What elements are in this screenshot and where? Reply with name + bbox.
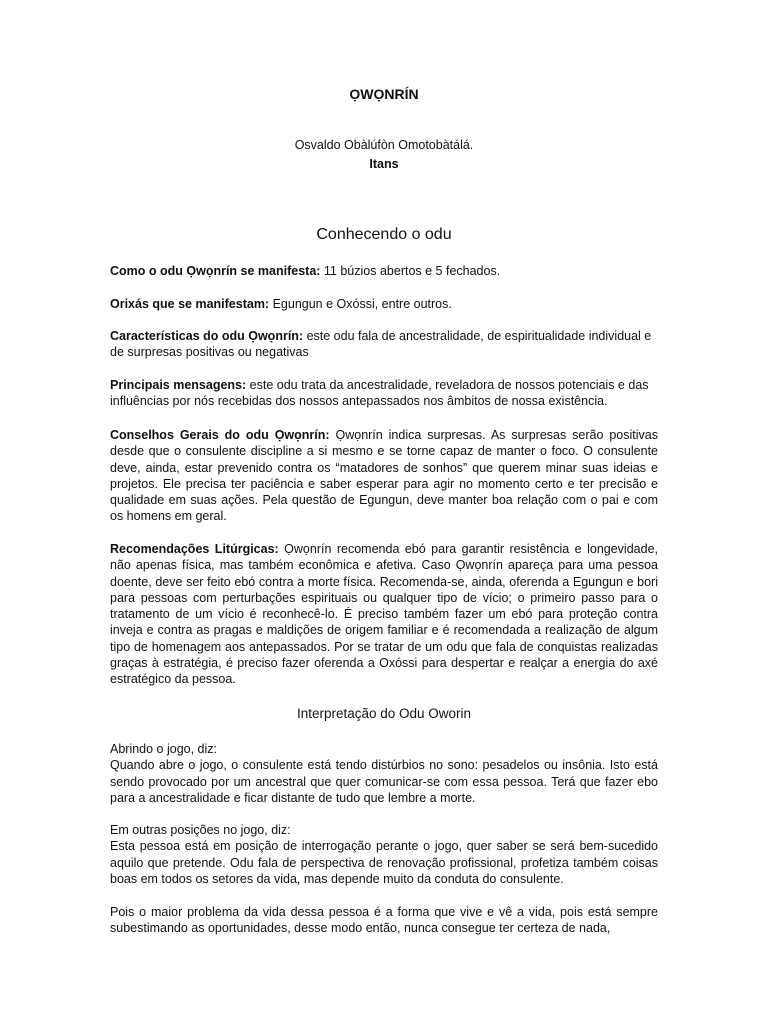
paragraph-text: Ọwọnrín recomenda ebó para garantir resistência e longevidade, não apenas física, mas também econômica e afetiva. Caso Ọwọnrín apareça para uma pessoa doente, deve ser feito ebó contra a morte física. Recomenda-se, ainda, oferenda a Egungun e bori para pessoas com perturbações espirituais ou qualquer tipo de vício; o primeiro passo para o tratamento de um vício é reconhecê-lo. É preciso também fazer um ebó para proteção contra inveja e contra as pragas e maldições de origem familiar e é recomendada a realização de algum tipo de homenagem aos antepassados. Por se tratar de um odu que fala de conquistas realizadas graças à estratégia, é preciso fazer oferenda a Oxóssi para despertar e realçar a energia do axé estratégico da pessoa. xyxy=(110,542,658,687)
document-title: ỌWỌNRÍN xyxy=(349,86,419,102)
paragraph-liturgical xyxy=(110,541,658,688)
paragraph-text: este odu fala de ancestralidade, de espiritualidade individual e de surpresas positivas ou negativas xyxy=(110,329,652,360)
paragraph-label: Como o odu Ọwọnrín se manifesta: xyxy=(110,264,321,278)
document-subtitle: Itans xyxy=(369,157,399,171)
interpretation-heading: Interpretação do Odu Oworin xyxy=(296,706,472,721)
paragraph-characteristics xyxy=(110,328,658,361)
section-heading: Conhecendo o odu xyxy=(316,226,452,243)
paragraph-text: 11 búzios abertos e 5 fechados. xyxy=(320,264,501,278)
paragraph-label: Principais mensagens: xyxy=(110,378,247,392)
paragraph-text: Pois o maior problema da vida dessa pessoa é a forma que vive e vê a vida, pois está sempre subestimando as oportunidades, desse modo então, nunca consegue ter certeza de nada, xyxy=(110,905,658,936)
paragraph-text: este odu trata da ancestralidade, reveladora de nossos potenciais e das influências por nós recebidas dos nossos antepassados nos âmbitos de nossa existência. xyxy=(110,378,649,409)
paragraph-label: Características do odu Ọwọnrín: xyxy=(110,329,304,343)
paragraph-label: Orixás que se manifestam: xyxy=(110,297,270,311)
paragraph-orixas xyxy=(110,296,658,312)
paragraph-intro: Abrindo o jogo, diz: xyxy=(110,742,218,756)
paragraph-label: Conselhos Gerais do odu Ọwọnrín: xyxy=(110,428,330,442)
paragraph-other-positions xyxy=(110,822,658,887)
paragraph-text: Quando abre o jogo, o consulente está tendo distúrbios no sono: pesadelos ou insônia. Isto está sendo provocado por um ancestral que quer comunicar-se com essa pessoa. Terá que fazer ebo para a ancestralidade e ficar distante de tudo que lembre a morte. xyxy=(110,758,658,805)
paragraph-advice xyxy=(110,427,658,525)
paragraph-messages xyxy=(110,377,658,410)
paragraph-manifestation xyxy=(110,263,658,279)
author-name: Osvaldo Obàlúfòn Omotobàtálá. xyxy=(294,138,474,152)
paragraph-opening xyxy=(110,741,658,806)
paragraph-text: Ọwọnrín indica surpresas. As surpresas serão positivas desde que o consulente discipline a si mesmo e se torne capaz de manter o foco. O consulente deve, ainda, estar prevenido contra os “matadores de sonhos” que querem minar suas ideias e projetos. Ele precisa ter paciência e saber esperar para agir no momento certo e ter precisão e qualidade em suas ações. Pela questão de Egungun, deve manter boa relação com o pai e com os homens em geral. xyxy=(110,428,658,524)
paragraph-label: Recomendações Litúrgicas: xyxy=(110,542,279,556)
paragraph-intro: Em outras posições no jogo, diz: xyxy=(110,823,291,837)
paragraph-problem xyxy=(110,904,658,937)
paragraph-text: Esta pessoa está em posição de interrogação perante o jogo, quer saber se será bem-sucedido aquilo que pretende. Odu fala de perspectiva de renovação profissional, profetiza também coisas boas em todos os setores da vida, mas depende muito da conduta do consulente. xyxy=(110,839,658,886)
paragraph-text: Egungun e Oxóssi, entre outros. xyxy=(269,297,452,311)
